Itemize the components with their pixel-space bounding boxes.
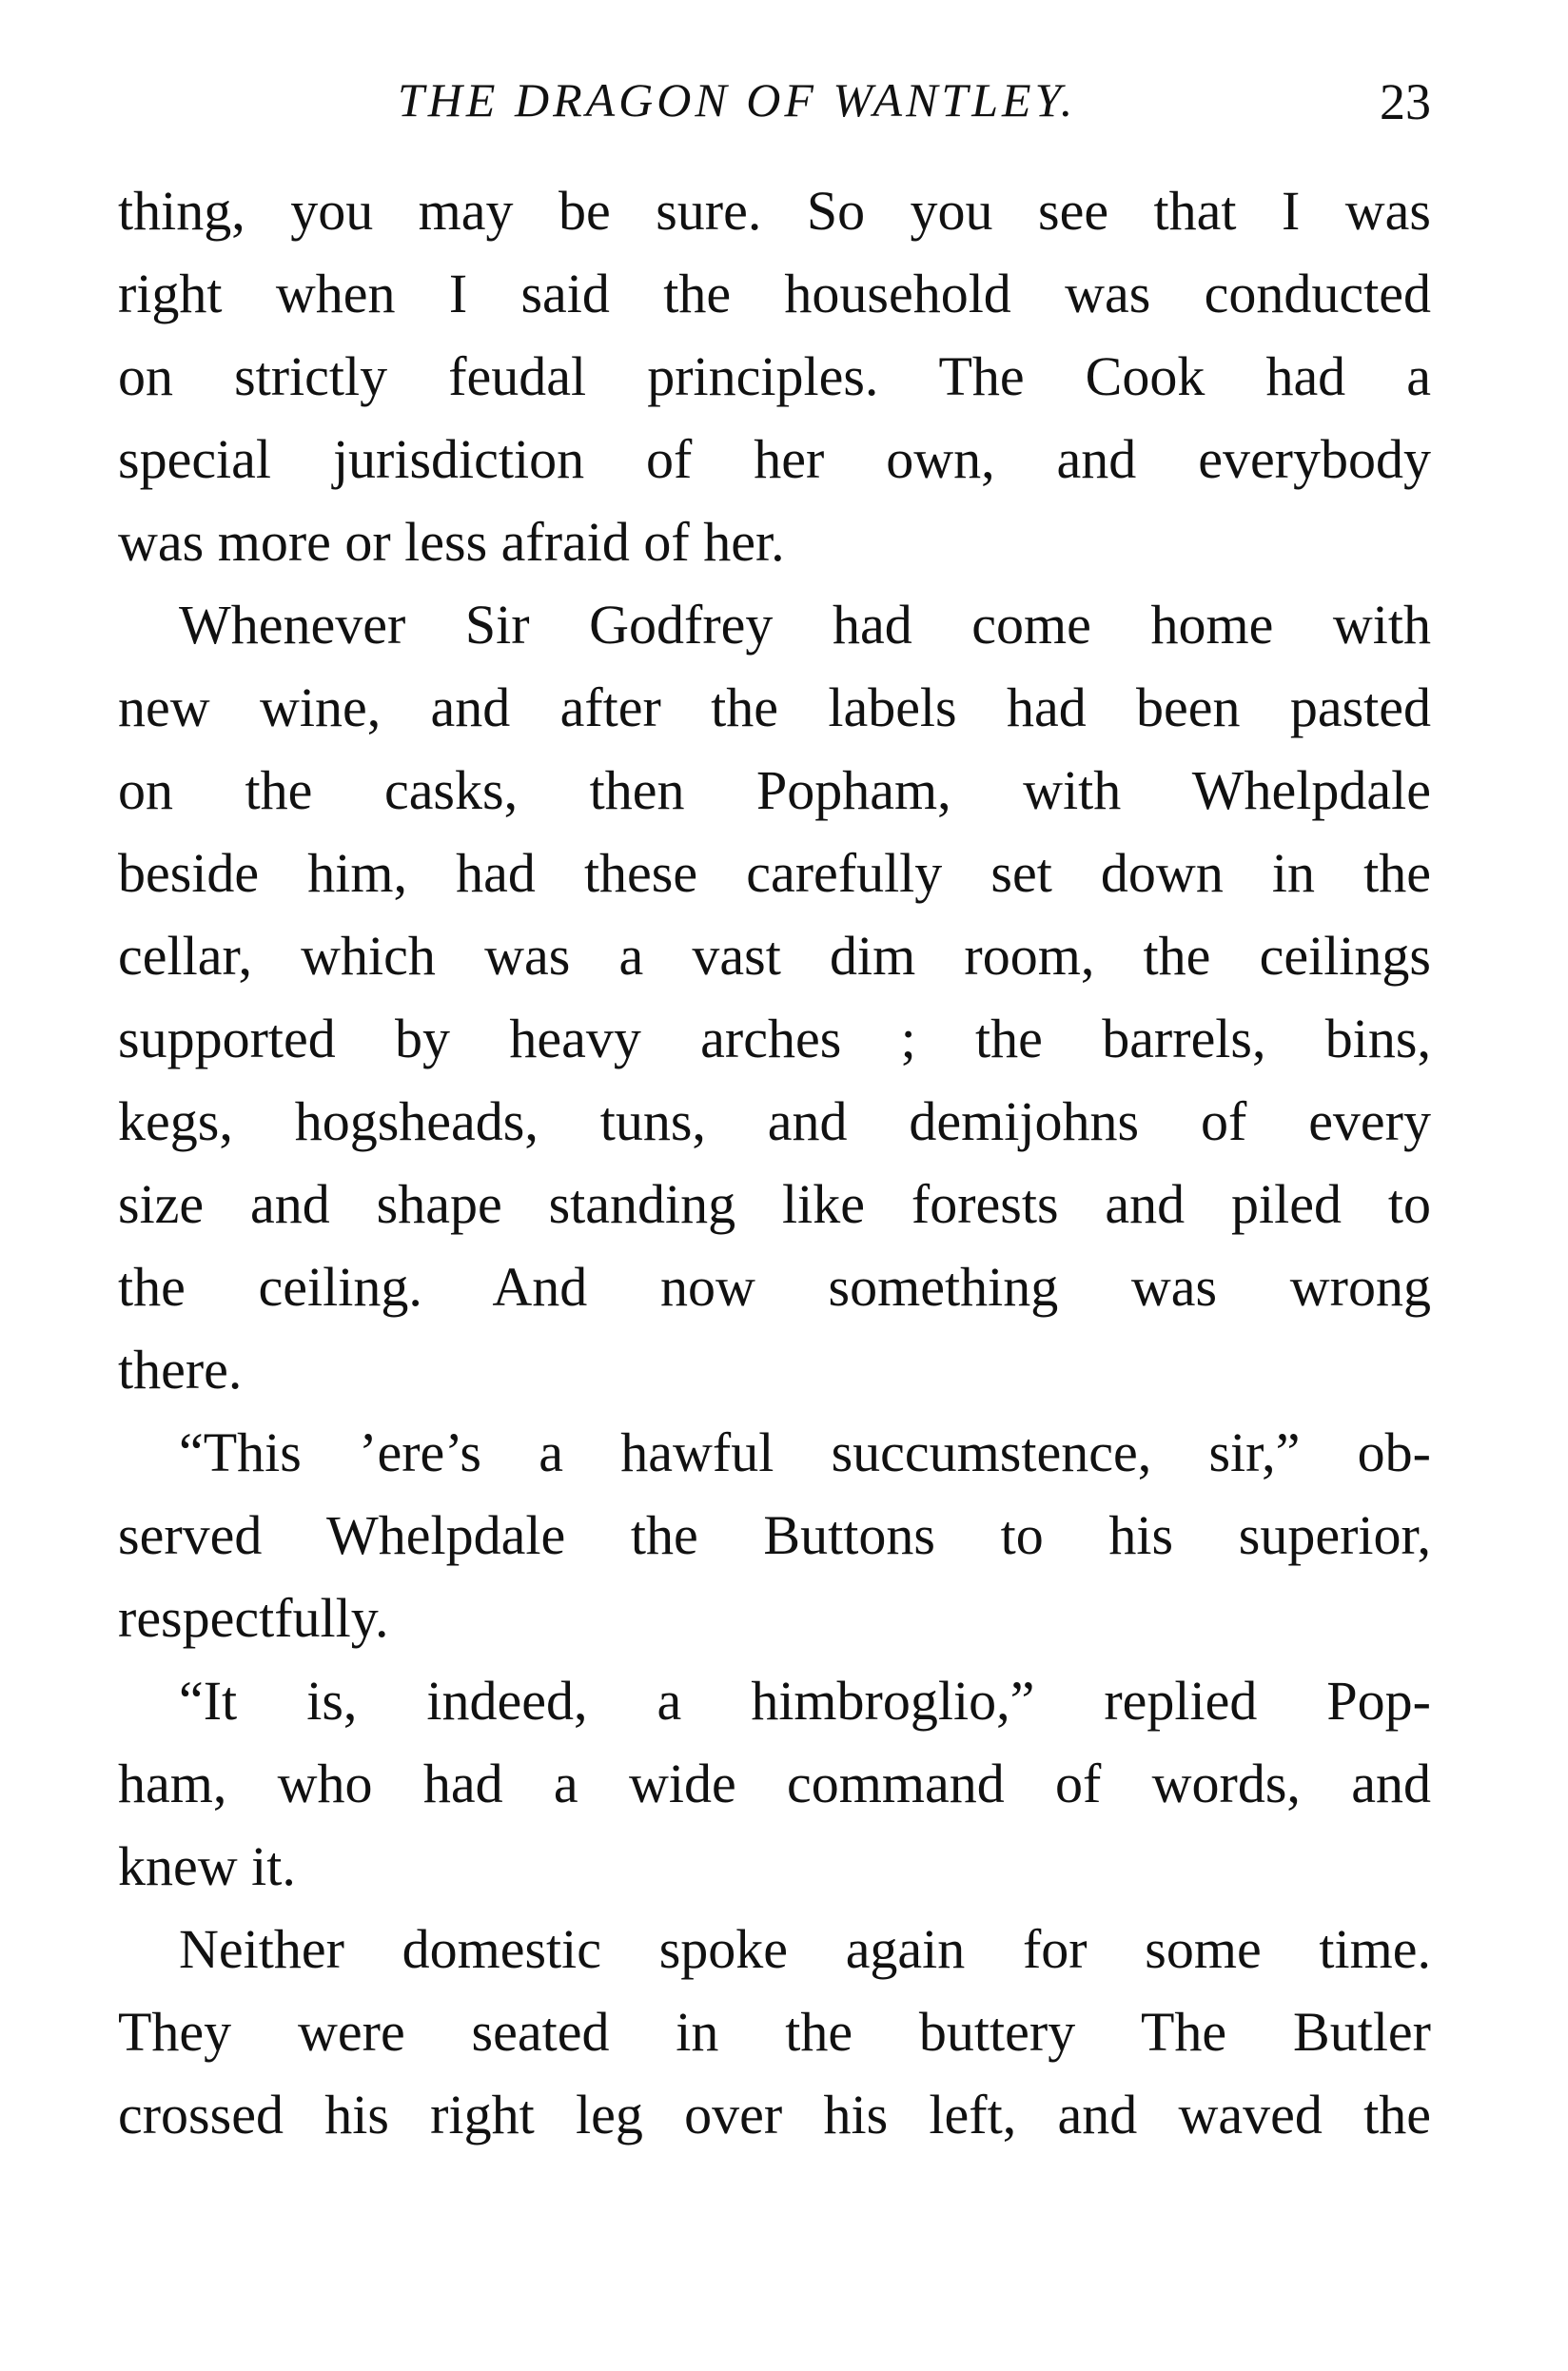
text-line: thing, you may be sure. So you see that I was: [118, 180, 1431, 242]
paragraph: [118, 169, 1431, 583]
text-line: right when I said the household was conducted: [118, 263, 1431, 324]
text-line: the ceiling. And now something was wrong: [118, 1256, 1431, 1318]
paragraph: [118, 1908, 1431, 2156]
text-line: respectfully.: [118, 1587, 389, 1649]
text-line: crossed his right leg over his left, and waved the: [118, 2084, 1431, 2146]
paragraph: [118, 583, 1431, 1411]
text-line: kegs, hogsheads, tuns, and demijohns of every: [118, 1090, 1431, 1152]
paragraph: [118, 1411, 1431, 1659]
page-header: [118, 67, 1431, 143]
text-line: Neither domestic spoke again for some time.: [179, 1918, 1431, 1980]
paragraph: [118, 1659, 1431, 1908]
text-line: there.: [118, 1339, 243, 1401]
text-line: special jurisdiction of her own, and everybody: [118, 428, 1431, 490]
text-line: served Whelpdale the Buttons to his superior,: [118, 1504, 1431, 1566]
text-line: They were seated in the buttery The Butler: [118, 2001, 1431, 2063]
running-title: THE DRAGON OF WANTLEY.: [398, 73, 1077, 127]
page-number: 23: [1380, 73, 1431, 130]
text-line: was more or less afraid of her.: [118, 511, 785, 573]
text-line: beside him, had these carefully set down in the: [118, 842, 1431, 904]
body-text: [118, 169, 1431, 2156]
text-line: new wine, and after the labels had been pasted: [118, 676, 1431, 738]
text-line: ham, who had a wide command of words, and: [118, 1753, 1431, 1814]
text-line: Whenever Sir Godfrey had come home with: [179, 594, 1431, 656]
text-line: on the casks, then Popham, with Whelpdale: [118, 759, 1431, 821]
text-line: on strictly feudal principles. The Cook had a: [118, 345, 1431, 407]
text-line: knew it.: [118, 1835, 296, 1897]
text-line: supported by heavy arches ; the barrels, bins,: [118, 1008, 1431, 1069]
text-line: “It is, indeed, a himbroglio,” replied Pop-: [179, 1670, 1431, 1732]
text-line: cellar, which was a vast dim room, the ceilings: [118, 925, 1431, 987]
text-line: “This ’ere’s a hawful succumstence, sir,” ob-: [179, 1421, 1431, 1483]
text-line: size and shape standing like forests and piled to: [118, 1173, 1431, 1235]
